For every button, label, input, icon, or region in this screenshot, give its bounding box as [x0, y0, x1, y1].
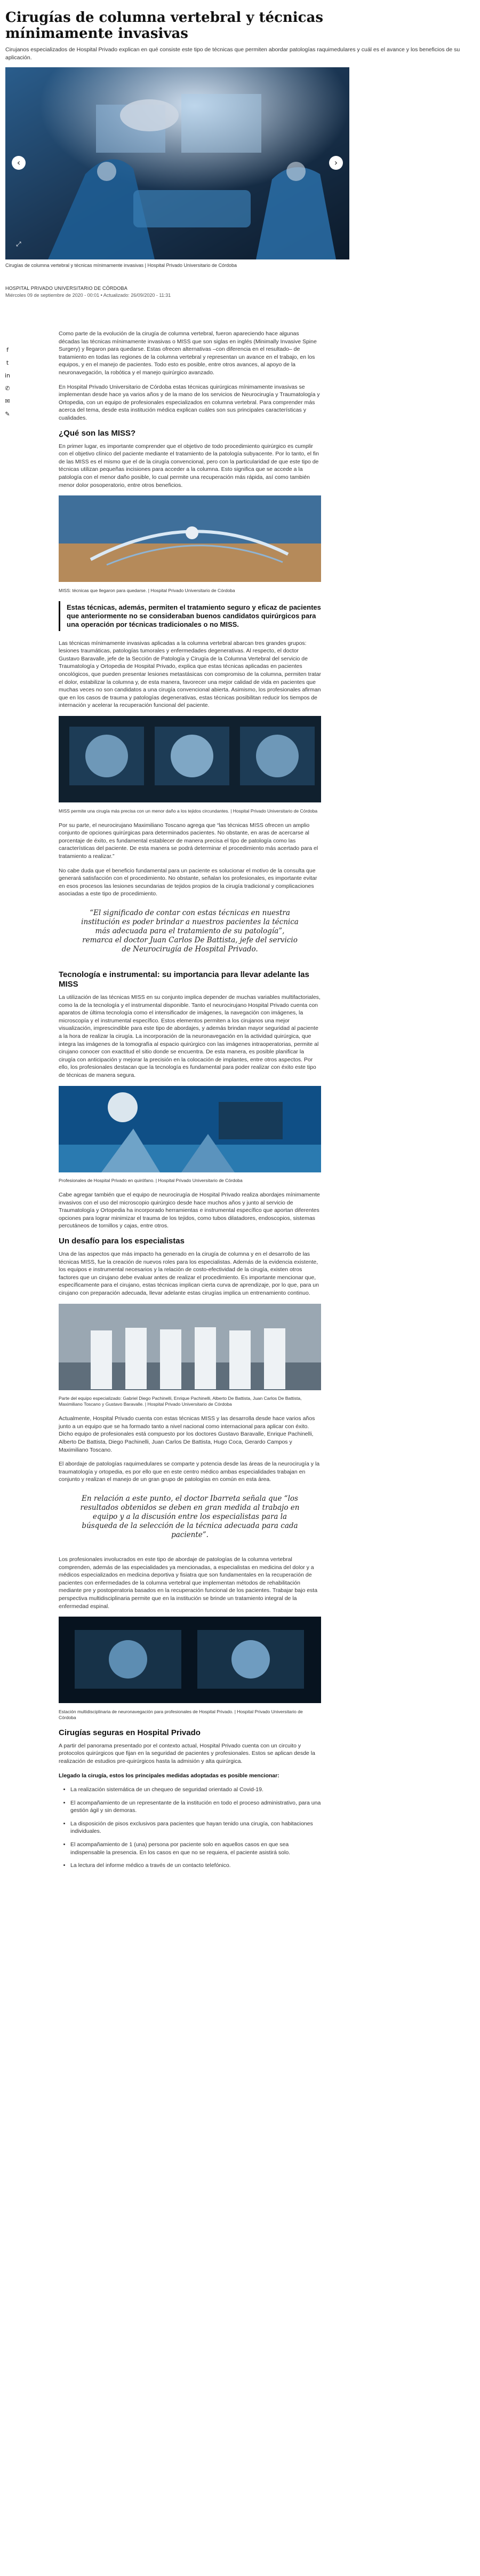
figure-caption: MISS permite una cirugía más precisa con un menor daño a los tejidos circundantes. | Hospital Privado Universitario de Córdoba — [59, 808, 318, 814]
paragraph-with-links — [59, 383, 321, 422]
paragraph: Una de las aspectos que más impacto ha generado en la cirugía de columna y en el desarrollo de las técnicas MISS, fue la creación de nuevos roles para los especialistas. Además de la evidencia existente, los equipos e instrumental necesarios y la relación de costo-efectividad de la cirugía, existen otros factores que un cirujano debe evaluar antes de realizar el procedimiento. Es importante mencionar que, específicamente para el cirujano, estas técnicas implican cierta curva de aprendizaje, por lo que, para un cirujano con preparación adecuada, llevar adelante estas cirugías implica un entrenamiento continuo. — [59, 1251, 319, 1297]
neuronavigation-station-photo — [59, 1617, 321, 1703]
list-item: • La realización sistemática de un chequeo de seguridad orientado al Covid-19. — [70, 1786, 321, 1794]
gallery-next-button[interactable]: › — [329, 156, 343, 170]
whatsapp-icon[interactable]: ✆ — [5, 385, 10, 392]
paragraph: Por su parte, el neurocirujano Maximiliano Toscano agrega que “las técnicas MISS ofrecen un amplio conjunto de opciones quirúrgicas para determinados pacientes. No obstante, en aras de acercarse al porcentaje de éxito, es fundamental establecer de manera precisa el tipo de patología como las características del paciente. De esta manera se podrá determinar el procedimiento más acertado para el tratamiento a realizar.” — [59, 822, 318, 860]
section-heading-team: Un desafío para los especialistas — [59, 1236, 185, 1246]
byline-date: Miércoles 09 de septiembre de 2020 - 00:01 • Actualizado: 26/09/2020 - 11:31 — [5, 293, 171, 298]
figure-2 — [59, 716, 321, 814]
list-intro: Llegado la cirugía, estos los principales medidas adoptadas es posible mencionar: — [59, 1772, 279, 1779]
spine-model-photo — [59, 495, 321, 582]
article-subtitle: Cirujanos especializados de Hospital Privado explican en qué consiste este tipo de técnicas que permiten abordar patologías raquimedulares y cuál es el avance y los beneficios de su aplicación. — [5, 46, 460, 61]
paragraph: Como parte de la evolución de la cirugía de columna vertebral, fueron apareciendo hace algunas décadas las técnicas mínimamente invasivas o MISS que son siglas en inglés (Minimally Invasive Spine Surgery) y llegaron para quedarse. Estas ofrecen alternativas –con diferencia en el resultado– de tratamiento en todas las regiones de la columna vertebral y representan un avance en el trabajo, en los equipos, y en el manejo de pacientes. Todo esto es posible, entre otros avances, al apoyo de la neuronavegación, la robótica y el manejo quirúrgico avanzado. — [59, 330, 317, 376]
surgery-photo — [5, 67, 349, 259]
list-item: • El acompañamiento de un representante de la institución en todo el proceso administrativo, para una gestión ágil y sin demoras. — [70, 1799, 321, 1815]
paragraph: Los profesionales involucrados en este tipo de abordaje de patologías de la columna vertebral comprenden, además de las especialidades ya mencionadas, a especialistas en medicina del dolor y a médicos especializados en medicina deportiva y fisiatra que son fundamentales en la recuperación de pacientes con enfermedades de la columna vertebral que implementan métodos de rehabilitación mediante pre y postoperatoria basados en la recuperación funcional de los pacientes. Trabajar bajo esta perspectiva multidisciplinaria permite que en la institución se brinde un tratamiento integral de la enfermedad espinal. — [59, 1556, 318, 1610]
pull-quote: En relación a este punto, el doctor Ibarreta señala que “los resultados obtenidos se deben en gran medida al trabajo en equipo y a la discusión entre los especialistas para la búsqueda de la selección de la técnica adecuada para cada paciente”. — [80, 1494, 300, 1539]
paragraph: El abordaje de patologías raquimedulares se comparte y potencia desde las áreas de la neurocirugía y la traumatología y ortopedia, es por ello que en este centro médico ambas especialidades trabajan en conjunto y realizan el manejo de un gran grupo de patologías en común en esta área. — [59, 1461, 320, 1483]
email-icon[interactable]: ✉ — [5, 398, 10, 405]
figure-caption: MISS: técnicas que llegaron para quedarse. | Hospital Privado Universitario de Córdoba — [59, 587, 235, 593]
list-item: • La disposición de pisos exclusivos para pacientes que hayan tenido una cirugía, con habitaciones individuales. — [70, 1820, 321, 1836]
section-heading-tech: Tecnología e instrumental: su importancia para llevar adelante las MISS — [59, 970, 309, 989]
byline — [5, 285, 475, 299]
operating-room-photo — [59, 1086, 321, 1172]
list-item: • La lectura del informe médico a través de un contacto telefónico. — [70, 1862, 321, 1870]
paragraph: Cabe agregar también que el equipo de neurocirugía de Hospital Privado realiza abordajes mínimamente invasivos con el uso del microscopio quirúrgico desde hace muchos años y junto al servicio de Traumatología y Ortopedia ha incorporado herramientas e instrumental específico que aportan diferentes opciones para lograr minimizar el trauma de los tejidos, como tubos dilatadores, endoscopios, sistemas percutáneos de tornillos y cajas, entre otros. — [59, 1192, 320, 1230]
twitter-icon[interactable]: t — [6, 359, 9, 366]
figure-caption: Profesionales de Hospital Privado en quirófano. | Hospital Privado Universitario de Córdoba — [59, 1178, 243, 1184]
comment-icon[interactable]: ✎ — [5, 411, 10, 417]
team-photo — [59, 1304, 321, 1390]
gallery-caption: Cirugías de columna vertebral y técnicas mínimamente invasivas | Hospital Privado Universitario de Córdoba — [5, 263, 237, 268]
navigation-monitors-photo — [59, 716, 321, 802]
figure-caption: Estación multidisciplinaria de neuronavegación para profesionales de Hospital Privado. | Hospital Privado Universitario de Córdoba — [59, 1708, 303, 1720]
paragraph: La utilización de las técnicas MISS en su conjunto implica depender de muchas variables multifactoriales, como la de la tecnología y el instrumental disponible. Tanto el neurocirujano Hospital Privado cuenta con aparatos de última tecnología como el intensificador de imágenes, la navegación con imágenes, la microscopía y el instrumental específico. Estos elementos permiten a los cirujanos una mejor visualización, imprescindible para este tipo de abordajes, y además brindan mayor seguridad al paciente a la hora de realizar la cirugía. La incorporación de la neuronavegación en la actividad quirúrgica, que integra las imágenes de la tomografía al espacio quirúrgico con las imágenes intraoperatorias, permite al cirujano conocer con exactitud el sitio donde se encuentra. De esta manera, es posible planificar la cirugía con anticipación y mejorar la precisión en la colocación de implantes, entre otros aspectos. Por ello, los profesionales destacan que la tecnología es fundamental para poder realizar con éxito este tipo de técnicas de manera segura. — [59, 994, 321, 1078]
photo-gallery[interactable] — [5, 67, 349, 259]
figure-caption: Parte del equipo especializado: Gabriel Diego Pachinelli, Enrique Pachinelli, Alberto De Battista, Juan Carlos De Battista, Maximiliano Toscano y Gustavo Baravalle. | Hospital Privado Universitario de Córdoba — [59, 1396, 302, 1407]
linkedin-icon[interactable]: in — [4, 372, 11, 379]
paragraph: Las técnicas mínimamente invasivas aplicadas a la columna vertebral abarcan tres grandes grupos: lesiones traumáticas, patologías tumorales y enfermedades degenerativas. Al respecto, el doctor Gustavo Baravalle, jefe de la Sección de Patología y Cirugía de la Columna Vertebral del servicio de Traumatología y Ortopedia de Hospital Privado, explica que estas técnicas aplicadas en pacientes oncológicos, que pueden presentar lesiones metastásicas con compromiso de la columna, permiten tratar el dolor, estabilizar la columna y, de esta manera, favorecer una mejor calidad de vida en pacientes que muchas veces no son candidatos a una cirugía convencional abierta. Asimismo, los profesionales afirman que en los casos de trauma y patologías degenerativas, estas técnicas posibilitan reducir los tiempos de internación y acelerar la recuperación funcional del paciente. — [59, 640, 322, 709]
gallery-prev-button[interactable]: ‹ — [12, 156, 26, 170]
facebook-icon[interactable]: f — [6, 346, 9, 353]
figure-3 — [59, 1086, 321, 1184]
paragraph: Actualmente, Hospital Privado cuenta con estas técnicas MISS y las desarrolla desde hace varios años junto a un equipo que se ha formado tanto a nivel nacional como internacional para aplicar con éxito. Dicho equipo de profesionales está compuesto por los doctores Gustavo Baravalle, Enrique Pachinelli, Alberto De Battista, Diego Pachinelli, Juan Carlos De Battista, Hugo Coca, Gerardo Campos y Maximiliano Toscano. — [59, 1415, 315, 1453]
byline-organization: HOSPITAL PRIVADO UNIVERSITARIO DE CÓRDOBA — [5, 286, 127, 291]
share-bar — [4, 347, 12, 424]
pull-quote: “El significado de contar con estas técnicas en nuestra institución es poder brindar a nuestros pacientes la técnica más adecuada para el tratamiento de su patología”, remarca el doctor Juan Carlos De Battista, jefe del servicio de Neurocirugía de Hospital Privado. — [81, 908, 299, 954]
figure-1 — [59, 495, 321, 594]
section-heading-safe: Cirugías seguras en Hospital Privado — [59, 1728, 201, 1737]
article-header — [0, 0, 480, 62]
paragraph: A partir del panorama presentado por el contexto actual, Hospital Privado cuenta con un circuito y protocolos quirúrgicos que fijan en la seguridad de pacientes y profesionales. Estos se aplican desde la realización de estudios pre-quirúrgicos hasta la admisión y alta quirúrgica. — [59, 1742, 315, 1764]
figure-4 — [59, 1304, 321, 1408]
paragraph: No cabe duda que el beneficio fundamental para un paciente es solucionar el motivo de la consulta que generará satisfacción con el procedimiento. No obstante, señalan los profesionales, es importante evitar en esos procesos las lesiones secundarias de tejidos propios de la cirugía tradicional y complicaciones asociadas a este tipo de procedimiento. — [59, 867, 317, 897]
safety-measures-list — [70, 1786, 321, 1870]
expand-icon[interactable]: ⤢ — [16, 240, 21, 248]
article-title: Cirugías de columna vertebral y técnicas mínimamente invasivas — [5, 10, 323, 42]
figure-5 — [59, 1617, 321, 1721]
article-body — [59, 330, 321, 1875]
section-heading-miss: ¿Qué son las MISS? — [59, 428, 136, 438]
list-item: • El acompañamiento de 1 (una) persona por paciente solo en aquellos casos en que sea indispensable la presencia. En los casos en que no se requiera, el paciente asistirá solo. — [70, 1841, 321, 1856]
paragraph: En primer lugar, es importante comprender que el objetivo de todo procedimiento quirúrgico es cumplir con el objetivo clínico del paciente mediante el tratamiento de la patología subyacente. Por lo tanto, el fin de las MISS es el mismo que el de la cirugía convencional, pero con la particularidad de que este tipo de técnicas utilizan pequeñas incisiones para acceder a la columna. Esto significa que se accede a la patología con el menor daño posible, lo cual permite una recuperación más rápida, así como también menor dolor posoperatorio, entre otros beneficios. — [59, 443, 319, 489]
paragraph-text: En Hospital Privado Universitario de Córdoba estas técnicas quirúrgicas mínimamente invasivas se implementan desde hace ya varios años y de la mano de los servicios de Neurocirugía y Traumatología y Ortopedia, con un equipo de profesionales especializados en columna vertebral. Para comprender más acerca del tema, desde esta institución médica explican cuáles son sus principales características y cualidades. — [59, 383, 320, 421]
pull-callout: Estas técnicas, además, permiten el tratamiento seguro y eficaz de pacientes que anteriormente no se consideraban buenos candidatos quirúrgicos para una operación por técnicas tradicionales o no MISS. — [59, 601, 321, 631]
